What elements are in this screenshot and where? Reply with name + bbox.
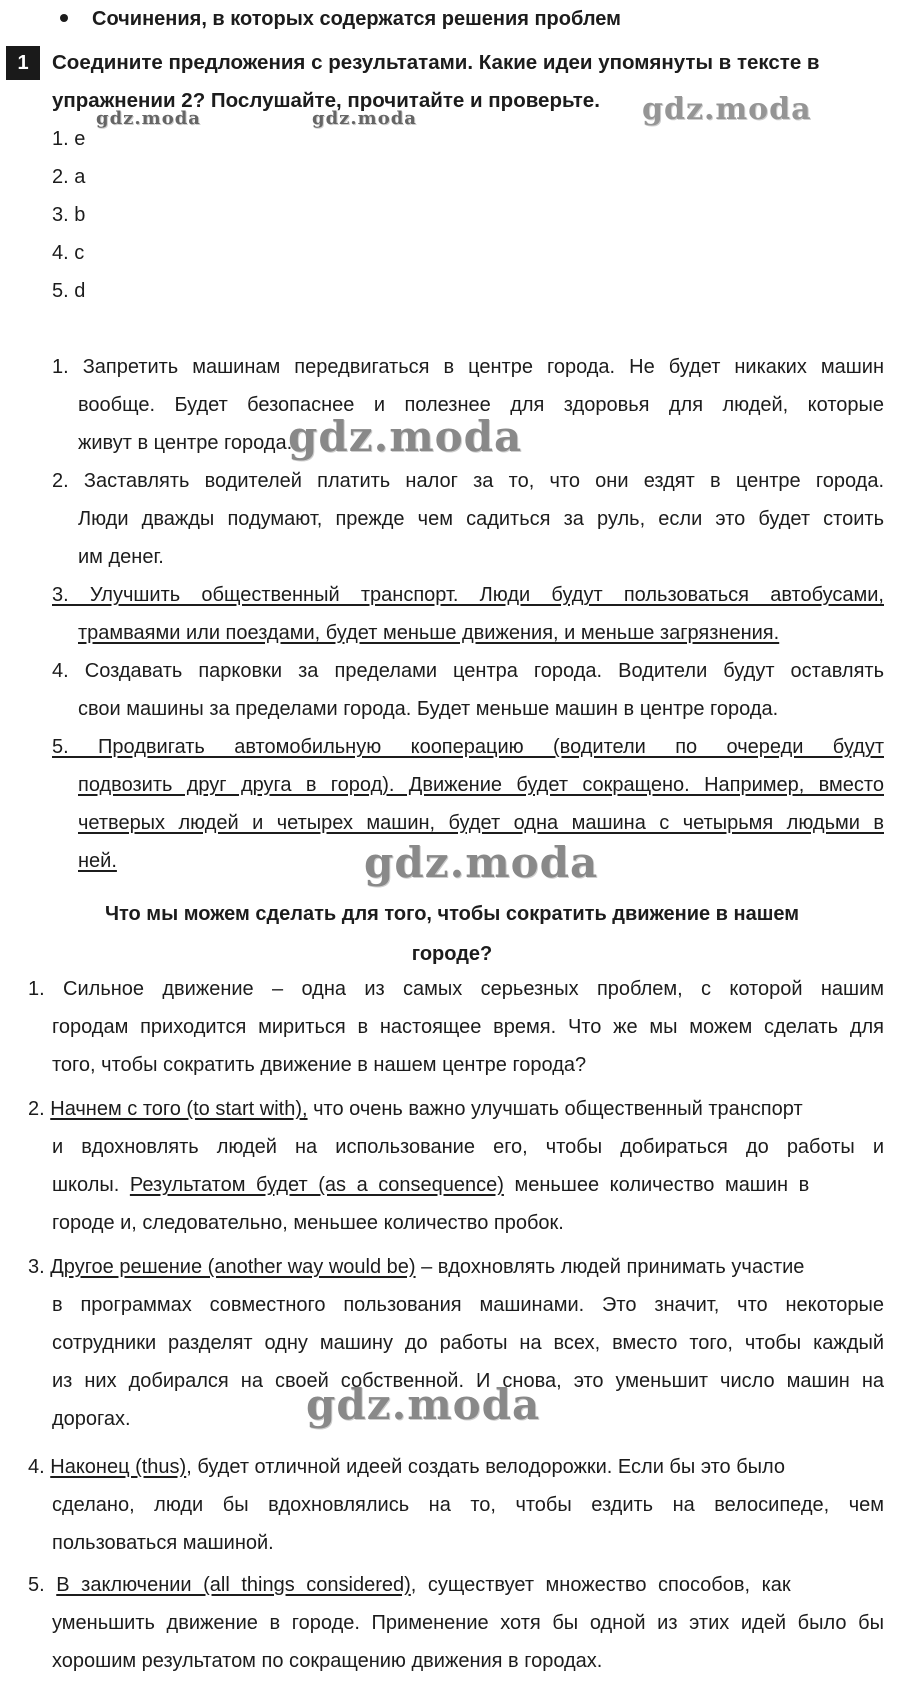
essay-p5-number: 5. <box>28 1574 45 1596</box>
essay-p3-line2: в программах совместного пользования машинами. Это значит, что некоторые <box>52 1294 884 1316</box>
idea-5-line2: подвозить друг друга в город). Движение будет сокращено. Например, вместо <box>78 774 884 796</box>
essay-p3-phrase: Другое решение (another way would be) <box>50 1256 416 1278</box>
essay-p4-line2: сделано, люди бы вдохновлялись на то, чтобы ездить на велосипеде, чем <box>52 1494 884 1516</box>
exercise-number-badge: 1 <box>6 46 40 80</box>
essay-p1-line3: того, чтобы сократить движение в нашем центре города? <box>52 1054 587 1076</box>
essay-p3-line3: сотрудники разделят одну машину до работы на всех, вместо того, чтобы каждый <box>52 1332 884 1354</box>
watermark-text: gdz.moda <box>312 108 417 129</box>
idea-5-line4: ней. <box>78 850 117 872</box>
watermark-text: gdz.moda <box>364 838 599 887</box>
idea-3-line2: трамваями или поездами, будет меньше движения, и меньше загрязнения. <box>78 622 780 644</box>
watermark-text: gdz.moda <box>288 412 523 461</box>
watermark-text: gdz.moda <box>96 108 201 129</box>
essay-p4-number: 4. <box>28 1456 45 1478</box>
idea-3-line1: 3. Улучшить общественный транспорт. Люди будут пользоваться автобусами, <box>52 584 884 606</box>
answer-item: 1. e <box>52 128 86 150</box>
essay-p3-line5: дорогах. <box>52 1408 131 1430</box>
idea-1-line1: 1. Запретить машинам передвигаться в центре города. Не будет никаких машин <box>52 356 884 378</box>
essay-p2-line1 <box>28 1090 884 1128</box>
essay-p2-number: 2. <box>28 1098 45 1120</box>
watermark-text: gdz.moda <box>642 92 812 127</box>
exercise-instruction-line1: Соедините предложения с результатами. Какие идеи упомянуты в тексте в <box>52 51 820 74</box>
essay-p2-phrase: Результатом будет (as a consequence) <box>129 1174 504 1196</box>
essay-p3-text: – вдохновлять людей принимать участие <box>421 1256 805 1278</box>
answer-item: 3. b <box>52 204 86 226</box>
essay-p4-line1 <box>28 1448 884 1486</box>
idea-5-line3: четверых людей и четырех машин, будет одна машина с четырьмя людьми в <box>78 812 884 834</box>
essay-p5-phrase: В заключении (all things considered) <box>56 1574 411 1596</box>
bullet-icon <box>60 14 68 22</box>
idea-1-line2: вообще. Будет безопаснее и полезнее для здоровья для людей, которые <box>78 394 884 416</box>
essay-p2-line4: городе и, следовательно, меньшее количество пробок. <box>52 1212 564 1234</box>
essay-p2-line3 <box>52 1166 884 1204</box>
answer-item: 5. d <box>52 280 86 302</box>
essay-p4-phrase: Наконец (thus) <box>50 1456 187 1478</box>
idea-4-line1: 4. Создавать парковки за пределами центра города. Водители будут оставлять <box>52 660 884 682</box>
essay-title-line2: городе? <box>411 943 493 965</box>
essay-p1-line1: 1. Сильное движение – одна из самых серьезных проблем, с которой нашим <box>28 978 884 1000</box>
essay-p4-line3: пользоваться машиной. <box>52 1532 274 1554</box>
watermark-text: gdz.moda <box>306 1380 541 1429</box>
essay-p2-phrase: Начнем с того (to start with), <box>50 1098 308 1120</box>
section-heading: Сочинения, в которых содержатся решения проблем <box>92 8 621 30</box>
idea-2-line2: Люди дважды подумают, прежде чем садиться за руль, если это будет стоить <box>78 508 884 530</box>
idea-2-line3: им денег. <box>78 546 164 568</box>
essay-p5-line1 <box>28 1566 884 1604</box>
essay-p2-text: меньшее количество машин в <box>514 1174 810 1196</box>
essay-p3-number: 3. <box>28 1256 45 1278</box>
idea-4-line2: свои машины за пределами города. Будет меньше машин в центре города. <box>78 698 779 720</box>
essay-p2-line2: и вдохновлять людей на использование его, чтобы добираться до работы и <box>52 1136 884 1158</box>
essay-p2-text: школы. <box>52 1174 120 1196</box>
idea-1-line3: живут в центре города. <box>78 432 293 454</box>
essay-p5-text: , существует множество способов, как <box>410 1574 791 1596</box>
essay-p4-text: , будет отличной идеей создать велодорожки. Если бы это было <box>186 1456 786 1478</box>
essay-p3-line4: из них добирался на своей собственной. И снова, это уменьшит число машин на <box>52 1370 884 1392</box>
idea-2-line1: 2. Заставлять водителей платить налог за то, что они ездят в центре города. <box>52 470 884 492</box>
essay-title-line1: Что мы можем сделать для того, чтобы сократить движение в нашем <box>104 903 800 925</box>
essay-p5-line3: хорошим результатом по сокращению движения в городах. <box>52 1650 603 1672</box>
answer-item: 2. a <box>52 166 86 188</box>
essay-p2-text: что очень важно улучшать общественный транспорт <box>313 1098 803 1120</box>
essay-p3-line1 <box>28 1248 884 1286</box>
essay-p5-line2: уменьшить движение в городе. Применение хотя бы одной из этих идей было бы <box>52 1612 884 1634</box>
essay-p1-line2: городам приходится мириться в настоящее время. Что же мы можем сделать для <box>52 1016 884 1038</box>
idea-5-line1: 5. Продвигать автомобильную кооперацию (водители по очереди будут <box>52 736 884 758</box>
answer-item: 4. c <box>52 242 85 264</box>
exercise-instruction-line2: упражнении 2? Послушайте, прочитайте и проверьте. <box>52 89 600 112</box>
